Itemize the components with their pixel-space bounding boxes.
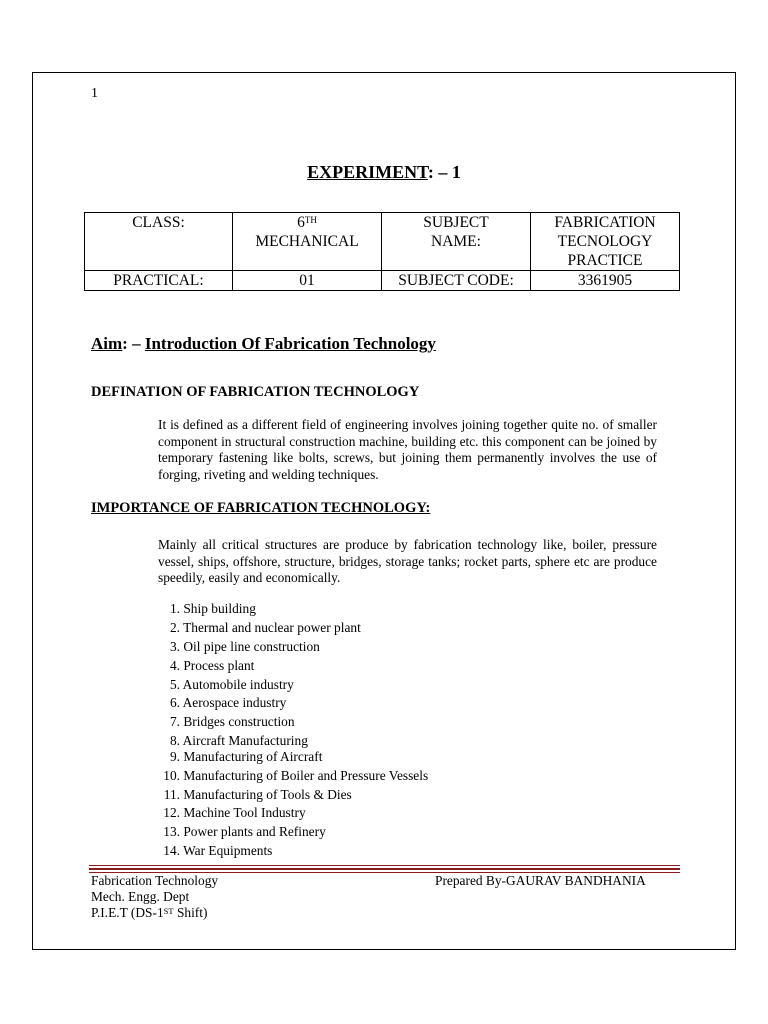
- subject-code-label-cell: [382, 271, 531, 291]
- list-item-text: Process plant: [183, 658, 255, 673]
- footer-left: [91, 873, 218, 921]
- list-item: [158, 658, 254, 674]
- list-item-number: 2.: [169, 620, 180, 635]
- branch-name: MECHANICAL: [255, 233, 359, 250]
- list-item: [158, 843, 272, 859]
- subject-name-label-line2: NAME:: [431, 233, 481, 250]
- aim-text: Introduction Of Fabrication Technology: [144, 334, 436, 353]
- list-item-text: Thermal and nuclear power plant: [183, 620, 361, 635]
- footer-divider: [89, 865, 680, 866]
- list-item: [158, 620, 361, 636]
- subject-code-label: SUBJECT CODE:: [398, 272, 514, 289]
- list-item-number: 7.: [169, 714, 180, 729]
- list-item-number: 6.: [169, 695, 180, 710]
- aim-label: Aim: [91, 334, 123, 353]
- aim-separator: : –: [122, 334, 145, 353]
- experiment-info-table: [84, 212, 680, 291]
- subject-name-line3: PRACTICE: [567, 252, 643, 269]
- footer-department: Mech. Engg. Dept: [91, 889, 190, 904]
- footer-institute-name: P.I.E.T (DS-1: [91, 905, 164, 920]
- list-item: [158, 601, 256, 617]
- list-item-text: War Equipments: [183, 843, 273, 858]
- footer-shift-ordinal: ST: [163, 906, 174, 916]
- list-item-text: Automobile industry: [182, 677, 294, 692]
- subject-name-label-cell: [382, 213, 531, 271]
- list-item-text: Oil pipe line construction: [183, 639, 320, 654]
- class-label-cell: [85, 213, 233, 271]
- list-item: [158, 733, 308, 749]
- list-item-text: Aircraft Manufacturing: [182, 733, 308, 748]
- list-item-number: 11.: [163, 787, 180, 802]
- list-item: [158, 768, 428, 784]
- importance-heading: IMPORTANCE OF FABRICATION TECHNOLOGY:: [91, 500, 431, 516]
- list-item-number: 4.: [169, 658, 180, 673]
- subject-code-value: 3361905: [577, 272, 633, 289]
- definition-paragraph: It is defined as a different field of engineering involves joining together quite no. of smaller component in structural construction machine, building etc. this component can be joined by temporary fastening like bolts, screws, but joining them permanently involves the use of forging, riveting and welding techniques.: [158, 417, 657, 482]
- list-item-text: Bridges construction: [183, 714, 295, 729]
- list-item: [158, 824, 326, 840]
- list-item: [158, 805, 306, 821]
- subject-name-line2: TECNOLOGY: [557, 233, 653, 250]
- importance-paragraph: Mainly all critical structures are produce by fabrication technology like, boiler, pressure vessel, ships, offshore, structure, bridges, storage tanks; rocket parts, sphere etc are produce speedily, easily and economically.: [158, 537, 657, 586]
- list-item-number: 8.: [169, 733, 180, 748]
- footer-institute: [91, 905, 218, 921]
- list-item-text: Manufacturing of Aircraft: [183, 749, 323, 764]
- list-item-number: 9.: [169, 749, 180, 764]
- list-item: [158, 714, 295, 730]
- list-item-number: 13.: [163, 824, 180, 839]
- list-item: [158, 639, 320, 655]
- definition-heading: DEFINATION OF FABRICATION TECHNOLOGY: [91, 384, 420, 400]
- footer-prepared-by: Prepared By-GAURAV BANDHANIA: [435, 873, 646, 888]
- list-item: [158, 787, 352, 803]
- list-item-number: 3.: [169, 639, 180, 654]
- footer-shift: Shift): [173, 905, 208, 920]
- experiment-label: EXPERIMENT: [307, 162, 428, 182]
- table-row: [85, 271, 680, 291]
- list-item-text: Power plants and Refinery: [183, 824, 326, 839]
- practical-value-cell: [233, 271, 382, 291]
- subject-name-value-cell: [531, 213, 680, 271]
- list-item-number: 12.: [163, 805, 180, 820]
- page-number: 1: [91, 86, 98, 101]
- list-item: [158, 677, 294, 693]
- class-value-cell: [233, 213, 382, 271]
- table-row: [85, 213, 680, 271]
- experiment-number: : – 1: [427, 162, 461, 182]
- list-item-text: Ship building: [183, 601, 256, 616]
- list-item-text: Aerospace industry: [182, 695, 287, 710]
- list-item-number: 5.: [169, 677, 180, 692]
- subject-name-label-line1: SUBJECT: [423, 214, 489, 231]
- list-item-number: 1.: [169, 601, 180, 616]
- list-item: [158, 749, 322, 765]
- subject-name-line1: FABRICATION: [554, 214, 656, 231]
- footer-subject: Fabrication Technology: [91, 873, 219, 888]
- class-label: CLASS:: [132, 214, 185, 231]
- aim-heading: [91, 334, 436, 354]
- experiment-title: [0, 162, 768, 183]
- list-item-number: 10.: [163, 768, 180, 783]
- practical-value: 01: [299, 272, 315, 289]
- semester-number: 6: [297, 214, 305, 231]
- practical-label-cell: [85, 271, 233, 291]
- list-item-text: Manufacturing of Boiler and Pressure Vessels: [183, 768, 429, 783]
- list-item-number: 14.: [163, 843, 180, 858]
- subject-code-value-cell: [531, 271, 680, 291]
- practical-label: PRACTICAL:: [113, 272, 204, 289]
- footer-divider: [89, 868, 680, 870]
- semester-ordinal: TH: [304, 215, 317, 225]
- list-item-text: Manufacturing of Tools & Dies: [183, 787, 352, 802]
- list-item: [158, 695, 286, 711]
- list-item-text: Machine Tool Industry: [183, 805, 306, 820]
